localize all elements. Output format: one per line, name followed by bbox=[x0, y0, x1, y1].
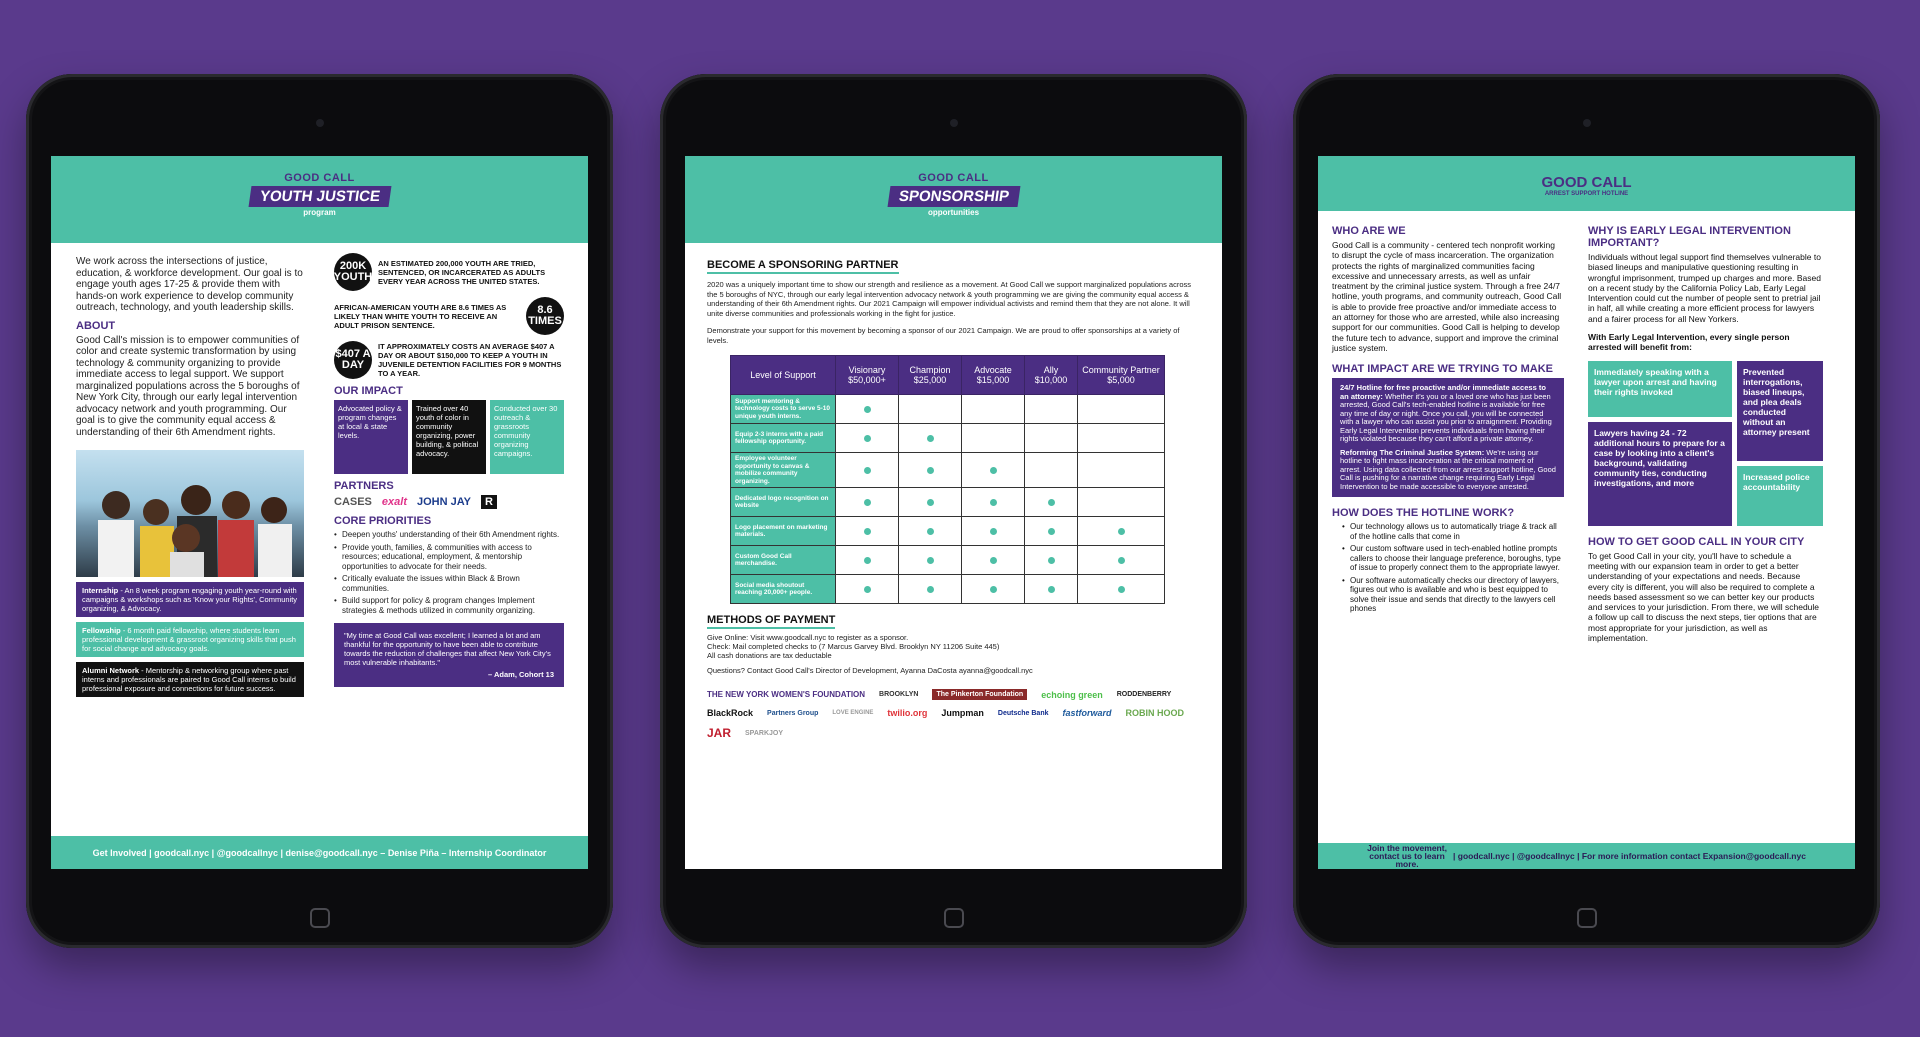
sponsor-logo: BROOKLYN bbox=[879, 691, 919, 698]
table-cell bbox=[836, 453, 899, 488]
table-row-label: Employee volunteer opportunity to canvas & mobilize community organizing. bbox=[731, 453, 836, 488]
table-row-label: Support mentoring & technology costs to serve 5-10 unique youth interns. bbox=[731, 395, 836, 424]
table-cell bbox=[1078, 488, 1165, 517]
table-cell bbox=[1078, 424, 1165, 453]
sponsor-logo: BlackRock bbox=[707, 708, 754, 718]
priority-item: • Build support for policy & program changes Implement strategies & methods utilized in community organizing. bbox=[334, 596, 564, 615]
sponsor-logo: The Pinkerton Foundation bbox=[932, 689, 1027, 700]
benefit-box: Lawyers having 24 - 72 additional hours to prepare for a case by looking into a client's background, validating community ties, conducting investigations, and more bbox=[1588, 422, 1732, 526]
program-text: - Mentorship & networking group where past interns and professionals are paired to Good Call interns to build professional exposure and connections for future success. bbox=[82, 666, 296, 693]
screen-hotline bbox=[1318, 156, 1855, 869]
check-dot-icon bbox=[927, 586, 934, 593]
why-text: Individuals without legal support find themselves vulnerable to biased lineups and manipulative questioning resulting in wrongful imprisonment, trumped up charges and more. Based on a recent study by the California Policy Lab, Early Legal Intervention could cut the number of people sent to pretrial jail in half, all while creating a more efficient process for lawyers and a fairer process for all New Yorkers. bbox=[1588, 252, 1821, 324]
page-title: YOUTH JUSTICE bbox=[248, 186, 391, 207]
table-cell bbox=[1025, 517, 1078, 546]
sponsor-logo: echoing green bbox=[1041, 689, 1103, 700]
table-header: Advocate $15,000 bbox=[962, 356, 1025, 395]
table-cell bbox=[836, 575, 899, 604]
impact-box: Conducted over 30 outreach & grassroots community organizing campaigns. bbox=[490, 400, 564, 474]
table-cell bbox=[899, 453, 962, 488]
stat-3 bbox=[334, 341, 564, 379]
screen-youth-justice bbox=[51, 156, 588, 869]
table-cell bbox=[899, 395, 962, 424]
stat-text: AN ESTIMATED 200,000 YOUTH ARE TRIED, SENTENCED, OR INCARCERATED AS ADULTS EVERY YEAR ACROSS THE UNITED STATES. bbox=[378, 258, 546, 286]
check-dot-icon bbox=[927, 528, 934, 535]
about-heading: ABOUT bbox=[76, 319, 116, 332]
check-dot-icon bbox=[927, 467, 934, 474]
footer bbox=[1318, 843, 1855, 869]
stat-badge: $407 A DAY bbox=[334, 341, 372, 379]
stat-text: IT APPROXIMATELY COSTS AN AVERAGE $407 A DAY OR ABOUT $150,000 TO KEEP A YOUTH IN JUVENILE DETENTION FACILITIES FOR 9 MONTHS TO A YEAR. bbox=[378, 342, 562, 378]
table-row-label: Equip 2-3 interns with a paid fellowship opportunity. bbox=[731, 424, 836, 453]
partners-logos bbox=[334, 495, 564, 509]
program-alumni bbox=[76, 662, 304, 697]
benefits-col bbox=[1588, 361, 1732, 526]
check-dot-icon bbox=[927, 557, 934, 564]
sponsor-logo: Partners Group bbox=[767, 709, 819, 717]
quote-author: – Adam, Cohort 13 bbox=[488, 670, 554, 679]
check-dot-icon bbox=[864, 406, 871, 413]
screen-sponsorship bbox=[685, 156, 1222, 869]
become-heading: BECOME A SPONSORING PARTNER bbox=[707, 259, 899, 274]
brand-name: GOOD CALL bbox=[284, 172, 355, 184]
stat-badge: 8.6 TIMES bbox=[526, 297, 564, 335]
table-cell bbox=[1025, 424, 1078, 453]
table-row bbox=[731, 546, 1165, 575]
sponsor-logo: ROBIN HOOD bbox=[1125, 708, 1185, 718]
table-cell bbox=[899, 424, 962, 453]
check-dot-icon bbox=[927, 499, 934, 506]
program-internship bbox=[76, 582, 304, 617]
brand bbox=[249, 172, 389, 217]
who-heading: WHO ARE WE bbox=[1332, 225, 1406, 237]
priority-item: • Critically evaluate the issues within Black & Brown communities. bbox=[334, 574, 564, 593]
impact-heading: OUR IMPACT bbox=[334, 385, 403, 397]
table-cell bbox=[836, 424, 899, 453]
check-dot-icon bbox=[990, 528, 997, 535]
page-title: SPONSORSHIP bbox=[887, 186, 1020, 207]
check-dot-icon bbox=[864, 499, 871, 506]
why-heading: WHY IS EARLY LEGAL INTERVENTION IMPORTANT? bbox=[1588, 225, 1791, 249]
check-dot-icon bbox=[1118, 586, 1125, 593]
table-cell bbox=[962, 575, 1025, 604]
payment-line: Check: Mail completed checks to (7 Marcus Garvey Blvd. Brooklyn NY 11206 Suite 445) bbox=[707, 642, 1000, 651]
check-dot-icon bbox=[1118, 557, 1125, 564]
impact-box: Trained over 40 youth of color in community organizing, power building, & political advocacy. bbox=[412, 400, 486, 474]
table-cell bbox=[1025, 395, 1078, 424]
camera-icon bbox=[950, 119, 958, 127]
check-dot-icon bbox=[864, 435, 871, 442]
payment-heading: METHODS OF PAYMENT bbox=[707, 614, 835, 629]
table-row-label: Custom Good Call merchandise. bbox=[731, 546, 836, 575]
sponsorship-table bbox=[730, 355, 1165, 604]
impact-box-title: Reforming The Criminal Justice System: bbox=[1340, 447, 1485, 457]
sponsor-logo: THE NEW YORK WOMEN'S FOUNDATION bbox=[707, 690, 866, 699]
partner-logo: R bbox=[481, 495, 497, 509]
header bbox=[685, 156, 1222, 243]
how-item: • Our software automatically checks our directory of lawyers, figures out who is available and who is best equipped to solve their issue and sends that directly to the lawyers cell phones bbox=[1342, 576, 1564, 614]
sponsor-logo: twilio.org bbox=[887, 708, 928, 718]
table-cell bbox=[899, 575, 962, 604]
right-column bbox=[1588, 225, 1823, 643]
home-button[interactable] bbox=[1577, 908, 1597, 928]
table-header-row bbox=[731, 356, 1165, 395]
table-row bbox=[731, 488, 1165, 517]
priority-item: • Provide youth, families, & communities with access to resources; educational, employment, & mentorship opportunities to advocate for their needs. bbox=[334, 543, 564, 572]
quote-text: "My time at Good Call was excellent; I learned a lot and am thankful for the opportunity to have been able to contribute towards the reduction of challenges that affect New York City's most vulnerable inhabitants." bbox=[344, 631, 551, 667]
table-header: Champion $25,000 bbox=[899, 356, 962, 395]
check-dot-icon bbox=[1048, 528, 1055, 535]
table-cell bbox=[1078, 575, 1165, 604]
left-column bbox=[1332, 225, 1564, 617]
check-dot-icon bbox=[1048, 557, 1055, 564]
who-text: Good Call is a community - centered tech nonprofit working to disrupt the cycle of mass incarceration. The organization protects the rights of marginalized communities facing excessive and unnecessary arrests, as well as unfair treatment by the criminal justice system. Through a free 24/7 hotline, youth programs, and community outreach, Good Call is able to provide free proactive and/or immediate access to an attorney for those who are arrested, while also increasing support for our communities. Good Call is helping to develop the future tech to advance, support and improve the criminal justice system. bbox=[1332, 240, 1562, 353]
program-text: - An 8 week program engaging youth year-round with campaigns & workshops such as 'Know your Rights', Community organizing, & Advocacy. bbox=[82, 586, 298, 613]
para-2: Demonstrate your support for this movement by becoming a sponsor of our 2021 Campaign. We are proud to offer sponsorships at a variety of levels. bbox=[707, 326, 1180, 345]
table-cell bbox=[1025, 575, 1078, 604]
tablet-youth-justice bbox=[26, 74, 613, 948]
table-cell bbox=[836, 488, 899, 517]
table-cell bbox=[1078, 453, 1165, 488]
intro-text: We work across the intersections of justice, education, & workforce development. Our goal is to engage youth ages 17-25 & provide them with hands-on work experience to develop community outreach, technology, and youth leadership skills. bbox=[76, 256, 303, 313]
sponsor-logos bbox=[707, 689, 1199, 740]
sponsor-logo: Deutsche Bank bbox=[997, 709, 1049, 717]
home-button[interactable] bbox=[944, 908, 964, 928]
table-row bbox=[731, 424, 1165, 453]
check-dot-icon bbox=[864, 528, 871, 535]
check-dot-icon bbox=[864, 557, 871, 564]
brand bbox=[888, 172, 1018, 217]
footer-right: | goodcall.nyc | @goodcallnyc | For more information contact Expansion@goodcall.nyc bbox=[1453, 851, 1806, 861]
check-dot-icon bbox=[864, 586, 871, 593]
home-button[interactable] bbox=[310, 908, 330, 928]
table-cell bbox=[899, 517, 962, 546]
impact-box-title: 24/7 Hotline for free proactive and/or immediate access to an attorney: bbox=[1340, 383, 1546, 401]
table-row-label: Logo placement on marketing materials. bbox=[731, 517, 836, 546]
group-photo bbox=[76, 450, 304, 577]
camera-icon bbox=[316, 119, 324, 127]
table-header: Community Partner $5,000 bbox=[1078, 356, 1165, 395]
program-text: - 6 month paid fellowship, where students learn professional development & grassroot organizing skills that push for social change and advocacy goals. bbox=[82, 626, 296, 653]
table-header: Level of Support bbox=[731, 356, 836, 395]
table-cell bbox=[962, 546, 1025, 575]
benefit-intro: With Early Legal Intervention, every single person arrested will benefit from: bbox=[1588, 332, 1790, 353]
table-cell bbox=[1025, 488, 1078, 517]
program-label: Internship bbox=[82, 586, 119, 595]
check-dot-icon bbox=[1118, 528, 1125, 535]
photo-illustration bbox=[76, 450, 304, 577]
check-dot-icon bbox=[1048, 586, 1055, 593]
benefit-box: Immediately speaking with a lawyer upon arrest and having their rights invoked bbox=[1588, 361, 1732, 417]
table-cell bbox=[1025, 546, 1078, 575]
table-row bbox=[731, 395, 1165, 424]
header bbox=[51, 156, 588, 243]
brand-name: GOOD CALL bbox=[918, 172, 989, 184]
tablet-hotline bbox=[1293, 74, 1880, 948]
table-cell bbox=[1078, 395, 1165, 424]
check-dot-icon bbox=[990, 467, 997, 474]
page-subtitle: program bbox=[303, 208, 336, 217]
priorities-heading: CORE PRIORITIES bbox=[334, 515, 432, 527]
partner-logo: exalt bbox=[381, 496, 407, 508]
page-subtitle: opportunities bbox=[927, 208, 980, 217]
table-cell bbox=[1025, 453, 1078, 488]
table-row bbox=[731, 517, 1165, 546]
impact-box-text: Whether it's you or a loved one who has just been arrested, Good Call's tech-enabled hotline is available for free any time of day or night. Once you call, you will be connected with a lawyer who can assist you prior to arraignment. Providing Early Legal Intervention prevents individuals from having their rights violated because they can't afford a private attorney. bbox=[1340, 391, 1552, 444]
sponsor-logo: fastforward bbox=[1062, 708, 1112, 718]
how-item: • Our technology allows us to automatically triage & track all of the hotline calls that come in bbox=[1342, 522, 1564, 541]
program-fellowship bbox=[76, 622, 304, 657]
impact-box bbox=[1332, 378, 1564, 497]
table-row bbox=[731, 575, 1165, 604]
sponsor-logo: JAR bbox=[707, 726, 732, 740]
table-cell bbox=[962, 488, 1025, 517]
payment-line: Give Online: Visit www.goodcall.nyc to register as a sponsor. bbox=[707, 633, 909, 642]
brand-subtitle: ARREST SUPPORT HOTLINE bbox=[1544, 191, 1629, 197]
brand bbox=[1542, 174, 1632, 197]
table-cell bbox=[899, 488, 962, 517]
check-dot-icon bbox=[927, 435, 934, 442]
table-cell bbox=[962, 424, 1025, 453]
benefits-col bbox=[1737, 361, 1823, 526]
para-1: 2020 was a uniquely important time to show our strength and resilience as a movement. At Good Call we support marginalized populations across the 5 boroughs of NYC, through our early legal intervention advocacy network & youth programming we are giving the community equal access & understanding of their 6th Amendment rights. Our 2021 Campaign will empower individual activists and remind them that they are not alone. It will unite diverse communities and professionals working in the fight for justice. bbox=[707, 280, 1192, 318]
footer: Get Involved | goodcall.nyc | @goodcallnyc | denise@goodcall.nyc – Denise Piña – Internship Coordinator bbox=[51, 836, 588, 869]
table-cell bbox=[962, 517, 1025, 546]
table-cell bbox=[836, 517, 899, 546]
table-cell bbox=[962, 395, 1025, 424]
table-cell bbox=[899, 546, 962, 575]
right-column bbox=[334, 253, 564, 687]
how-item: • Our custom software used in tech-enabled hotline prompts callers to choose their language preference, boroughs, type of issue to properly connect them to the appropriate lawyer. bbox=[1342, 544, 1564, 573]
impact-heading: WHAT IMPACT ARE WE TRYING TO MAKE bbox=[1332, 363, 1554, 376]
partner-logo: JOHN JAY bbox=[416, 496, 471, 508]
table-row bbox=[731, 453, 1165, 488]
sponsor-logo: Jumpman bbox=[941, 708, 984, 718]
table-cell bbox=[1078, 517, 1165, 546]
check-dot-icon bbox=[990, 499, 997, 506]
stat-badge: 200K YOUTH bbox=[334, 253, 372, 291]
testimonial-quote bbox=[334, 623, 564, 687]
city-heading: HOW TO GET GOOD CALL IN YOUR CITY bbox=[1588, 535, 1805, 548]
sponsor-logo: RODDENBERRY bbox=[1116, 691, 1172, 698]
table-cell bbox=[836, 395, 899, 424]
check-dot-icon bbox=[990, 586, 997, 593]
program-label: Fellowship bbox=[82, 626, 121, 635]
table-header: Ally $10,000 bbox=[1025, 356, 1078, 395]
stat-1 bbox=[334, 253, 564, 291]
benefit-box: Increased police accountability bbox=[1737, 466, 1823, 526]
stat-text: AFRICAN-AMERICAN YOUTH ARE 8.6 TIMES AS LIKELY THAN WHITE YOUTH TO RECEIVE AN ADULT PRISON SENTENCE. bbox=[334, 302, 507, 330]
header bbox=[1318, 156, 1855, 211]
benefits-grid bbox=[1588, 361, 1823, 526]
partner-logo: CASES bbox=[334, 496, 372, 508]
sponsorship-content bbox=[707, 255, 1199, 740]
impact-row bbox=[334, 400, 564, 474]
table-row-label: Social media shoutout reaching 20,000+ people. bbox=[731, 575, 836, 604]
check-dot-icon bbox=[1048, 499, 1055, 506]
brand-name: GOOD CALL bbox=[1541, 174, 1632, 191]
camera-icon bbox=[1583, 119, 1591, 127]
table-cell bbox=[962, 453, 1025, 488]
tablet-sponsorship bbox=[660, 74, 1247, 948]
stat-2 bbox=[334, 297, 564, 335]
sponsor-logo: SPARKJOY bbox=[745, 729, 784, 737]
sponsor-logo: LOVE ENGINE bbox=[832, 710, 874, 716]
table-row-label: Dedicated logo recognition on website bbox=[731, 488, 836, 517]
about-text: Good Call's mission is to empower communities of color and create systemic transformation by using technology & community organizing to provide immediate access to legal support. We support marginalized populations across the 5 boroughs of New York City, through our early legal intervention advocacy network and youth programming. Our goal is to give the community equal access & understanding of their 6th Amendment rights. bbox=[76, 334, 300, 438]
partners-heading: PARTNERS bbox=[334, 480, 394, 492]
how-heading: HOW DOES THE HOTLINE WORK? bbox=[1332, 507, 1515, 520]
city-text: To get Good Call in your city, you'll have to schedule a meeting with our expansion team in order to get a better understanding of your expectations and needs. Because every city is different, you will also be required to complete a needs based assessment so we can better key our products and services to your jurisdiction. From there, we will schedule a follow up call to discuss the next steps, tier options that are most appropriate for your jurisdiction, as well as implementation. bbox=[1588, 550, 1820, 644]
benefit-box: Prevented interrogations, biased lineups, and plea deals conducted without an attorney present bbox=[1737, 361, 1823, 461]
table-cell bbox=[836, 546, 899, 575]
impact-box-text: We're using our hotline to fight mass incarceration at the critical moment of arrest. Using data collected from our arrest support hotline, Good Call is pushing for a narrative change requiring Early Legal Intervention to be made accessible to everyone arrested. bbox=[1340, 447, 1556, 491]
impact-box: Advocated policy & program changes at local & state levels. bbox=[334, 400, 408, 474]
check-dot-icon bbox=[864, 467, 871, 474]
payment-line: All cash donations are tax deductable bbox=[707, 651, 832, 660]
footer-left: Join the movement, contact us to learn more. bbox=[1367, 843, 1447, 869]
table-cell bbox=[1078, 546, 1165, 575]
contact-line: Questions? Contact Good Call's Director of Development, Ayanna DaCosta ayanna@goodcall.nyc bbox=[707, 666, 1033, 675]
priority-item: • Deepen youths' understanding of their 6th Amendment rights. bbox=[334, 530, 564, 540]
program-label: Alumni Network bbox=[82, 666, 140, 675]
check-dot-icon bbox=[990, 557, 997, 564]
left-column bbox=[76, 256, 304, 697]
table-header: Visionary $50,000+ bbox=[836, 356, 899, 395]
